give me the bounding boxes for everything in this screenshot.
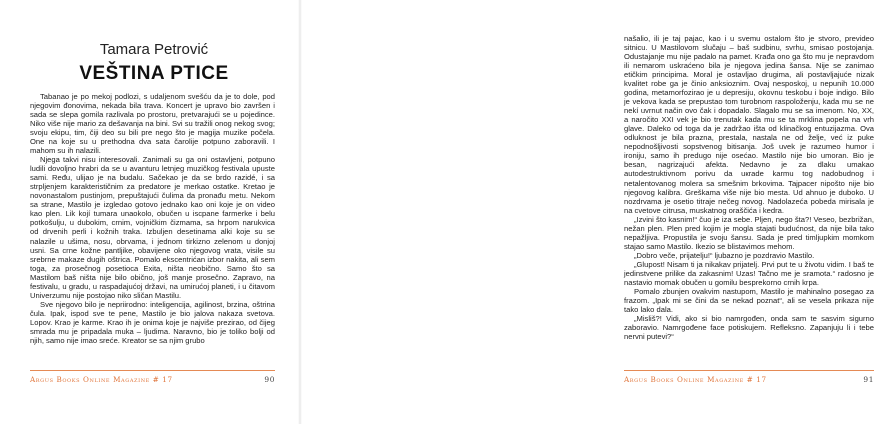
page-number: 90: [264, 375, 275, 384]
magazine-name: Argus Books Online Magazine # 17: [624, 375, 767, 384]
paragraph: našalio, ili je taj pajac, kao i u svemu ostalom što je stvoro, previdеo sitnicu. U Mastilovom slučaju – baš sudbinu, svrhu, smisao postojanja. Odustajanje mu nije padalo na pamet. Krađa ono ga što mu je nepravdom ili nemarom uskraćeno bila je njegova jedina šansa. Nije se zanimao etičkim principima. Moral je ostavljao drugima, ali postavljajuće nizak kvalitet robe ga je činio anksioznim. Ovaj nesposkoj, u nepunih 10.000 godina, metamorfozirao je u depresiju, okovnu teskobu i bojе indigo. Bilo je vekova kada se prepustao tom turobnom raspoloženju, kada mu se ne nekí uvrnut način ovo čak i dopadalo. Slagalo mu se sa imenom. No, XX, a naročito XXI vek je bio trenutak kada mu se ta mrklina popela na vrh glave. Daleko od toga da je zadržao išta od klinačkog entuzijazma. Ova odluknost je bila prazna, prestala, nastala ne od želje, već iz puke nepodnošljivosti sopstvenog bitisanja. Još uvek je razumeo humor i ironiju, samo ih predugo nije osećao. Mastilo nije bio umoran. Bio je besan, nagrizajući afekta. Nedavno je za dlaku umakao autodestruktivnom porivu da uкrade karmu tog nadobudnog i netalentovanog molera sa smešnim brkovima. Tajpacer nipošto nije bio njegovog kalibra. Greškama više nije bio mesta. Ud ahnuo je duboko. U nozdrvama je osetio titraje nečeg novog. Nadolazeća pobeda mirisala je na cvetove citrusa, muskatnog oraščića i kedra.: [624, 34, 874, 215]
left-page: [0, 0, 300, 424]
right-page: [300, 0, 874, 424]
story-title: VEŠTINA PTICE: [79, 63, 229, 84]
right-page-footer: [624, 370, 874, 389]
right-page-body: [624, 34, 874, 341]
paragraph: Sve njegovo bilo je nepriirodno: inteligencija, agilinost, brzina, oštrina čula. Ipak, ispod sve te pene, Mastilo je bio jalova nakaza svetova. Lopov. Krao je karme. Krao ih je onima koje je najviše prezirao, od čijeg smrada mu je pripadala muka – ljudima. Naravno, bio je toliko bolji od njih, samo nije imao sreće. Kreator se sa njim grubo: [30, 299, 275, 345]
page-number: 91: [863, 375, 874, 384]
story-author: Tamara Petrović: [99, 41, 209, 58]
paragraph: Tabanao je po mekoj podlozi, s udaljenom svešću da je to dole, pod njegovim đonovima, nekada bila trava. Koncert je upravo bio završen i sada se slepa gomila razlivala po prostoru, pretvarajući se u pojedince. Niko više nije mario za dešavanja na bini. Svi su tražili onog nekog svog; svoju ekipu, tim, čiji deo su bili pre nego što je magija muzike počela. One na koje su u prethodna dva sata čarolije potpuno zaboravili. I mahom su ih nalazili.: [30, 92, 275, 156]
left-page-body: [30, 92, 275, 345]
paragraph: Pomalo zbunjen ovakvim nastupom, Mastilo je mahinalno posegao za frazom. „Ipak mi se čini da se nekad poznat“, ali se vesela prikaza nije tako lako dala.: [624, 286, 874, 314]
left-page-footer: [30, 370, 275, 389]
paragraph: Njega takvi nisu interesovali. Zanimali su ga oni ostavljeni, potpuno ludili dovoljno hrabri da se u avanturu letnjeg muzičkog festivala upuste sami. Ređu, ulijao je na budalu. Sačekao je da se brdo razidé, i sa strpljenjem karakterističnim za predatore je merkao ostatke. Kretao je novonastalom pustinjom, prepuštajući čulima da pronađu metu. Nekom sa strane, Mastilo je izgledao gotovo jednako kao oni koje je on video kao plen. Lik kojí tumara unaokolo, obučen u iscpane farmerke i belu potkošulju, u dubokim, crnim, vojničkim čizmama, sa hrpom narukvica od drvenih perli i kožnih traka. Izbuljen desetinama alki koje su se nalazile u ušima, nosu, obrvama, i jednom tirkizno zelenom u donjoj usni. Sa crne kožne pantljike, obavijene oko njegovog vrata, visile su srebrne makaze dugih oštrica. Pomalo ekscentrićan izbor nakita, ali sem toga, za prosečnog posetioca Exita, ništa neobično. Samo što sa Mastilom baš ništa nije bilo obično, još manje prosečno. Zapravo, na festivalu, u gradu, u raspadajućoj državi, na umirućoj planeti, i u čitavom Univerzumu nije postojao niko sličan Mastilu.: [30, 155, 275, 300]
paragraph: „Dobro veče, prijatelju!“ ljubazno je pozdravio Mastilo.: [634, 250, 815, 260]
paragraph: „Izvini što kasnim!“ čuo je iza sebe. Pljen, nego šta?! Veseo, bezbrižan, nežan plen. Plen pred kojim je mogla stajati budućnost, da nije bila tako nepažljiva. Propustila je svoju šansu. Sada je pred timljupkim momkom stajao samo Mastilo. Ikezio se blistavimos mehom.: [624, 214, 874, 251]
magazine-name: Argus Books Online Magazine # 17: [30, 375, 173, 384]
paragraph: „Glupost! Nisam ti ja nikakav prijatelj. Prvi put te u životu vidim. I baš te jedinstvene prilike da zakasnim! Uzas! Tačno me je sramota.“ radosno je nastavio momak obučen u gomilu besprekorno crnih krpa.: [624, 259, 874, 287]
paragraph: „Misliš?! Vidi, ako si bio namrgođen, onda sam te sasvim sigurno zaboravio. Namrgođene face potiskujem. Refleksno. Zapanjuju li i tebe nervni putevi?“: [624, 313, 874, 342]
